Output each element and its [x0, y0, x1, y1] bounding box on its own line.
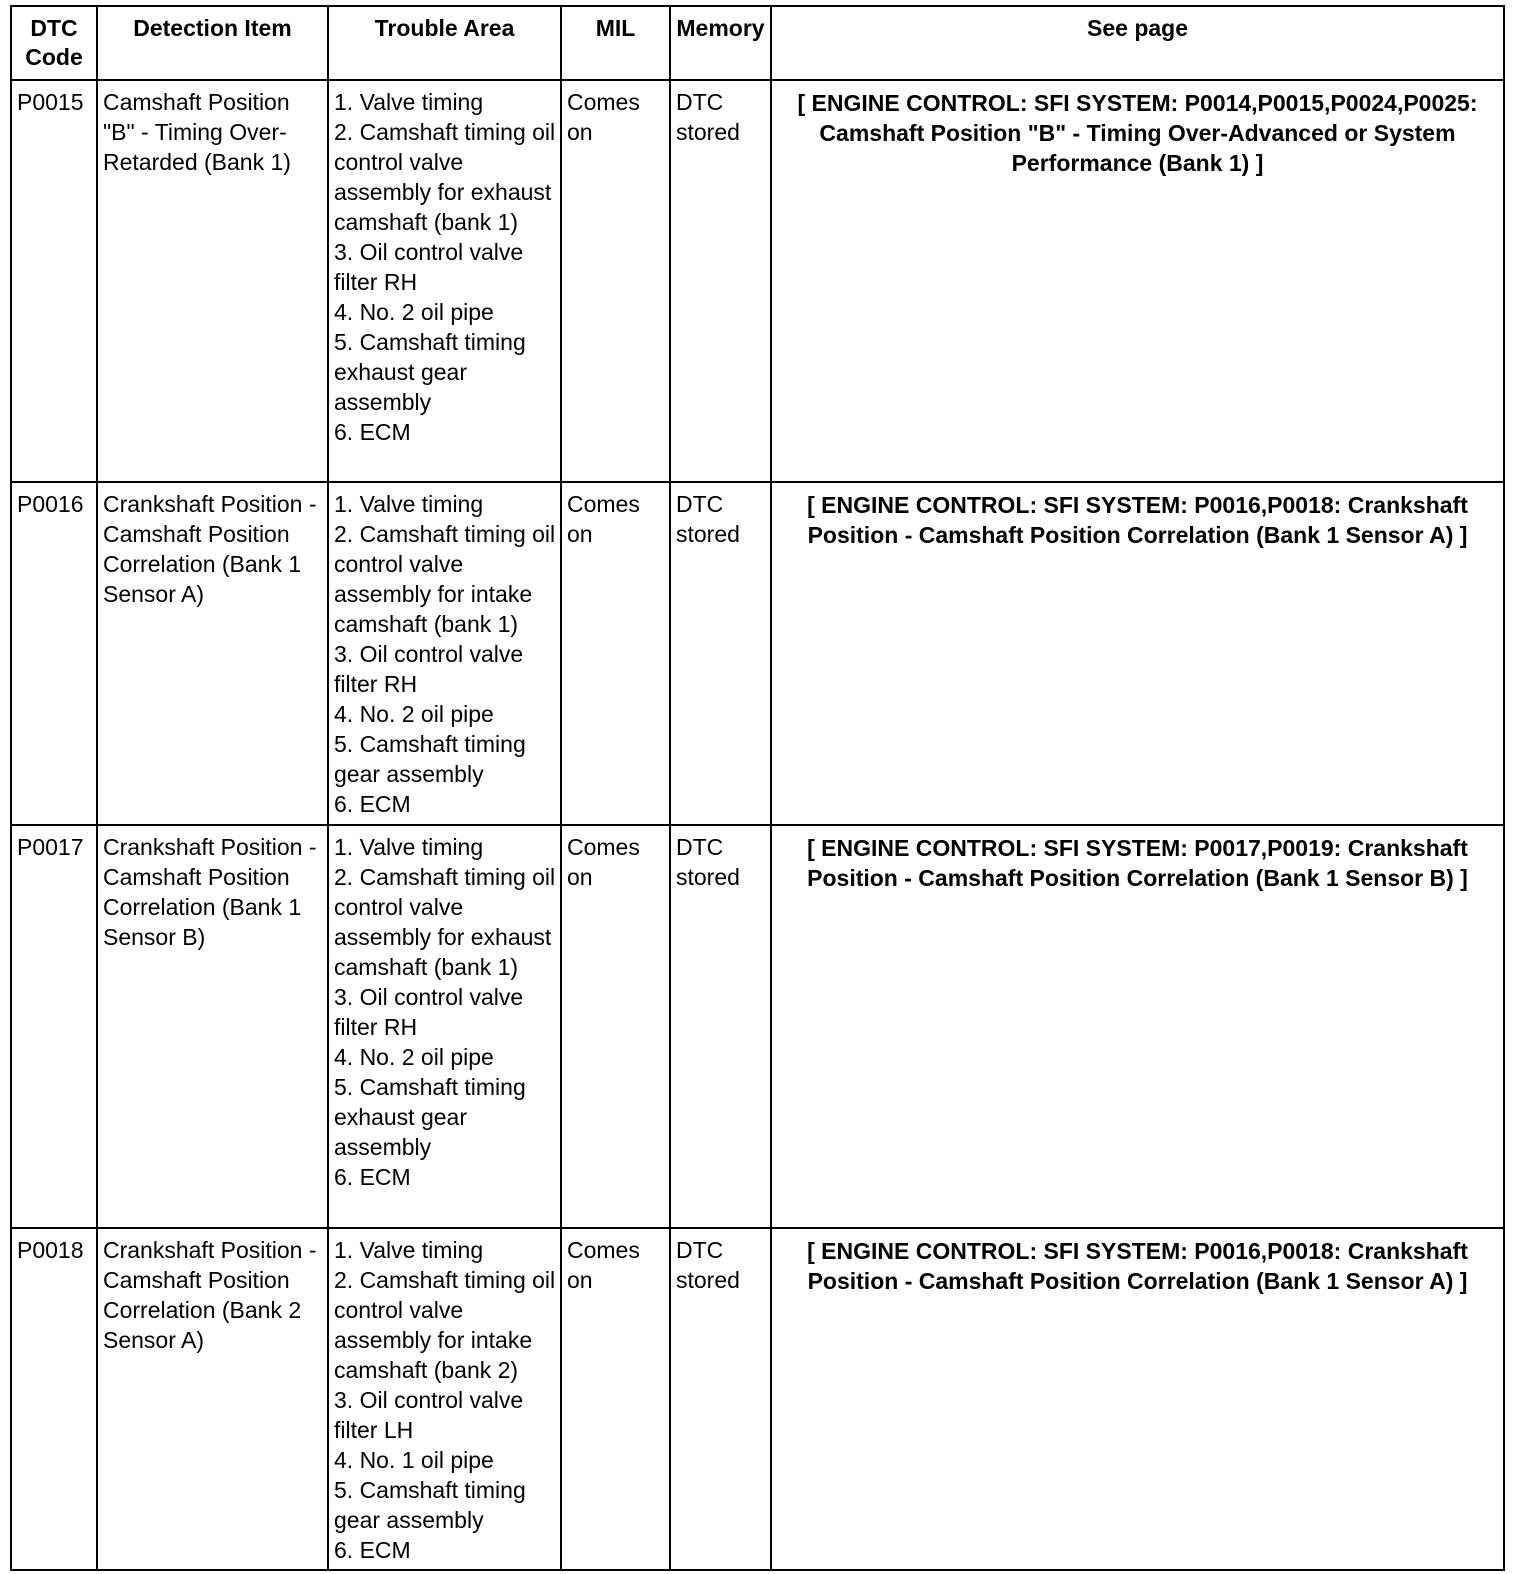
header-detection-item: Detection Item	[97, 6, 328, 80]
trouble-area-cell	[328, 825, 561, 1228]
trouble-area-item: 6. ECM	[334, 419, 411, 445]
mil-cell: Comes on	[561, 825, 670, 1228]
trouble-area-item: 4. No. 1 oil pipe	[334, 1447, 494, 1473]
memory-cell: DTC stored	[670, 1228, 771, 1570]
trouble-area-cell	[328, 1228, 561, 1570]
trouble-area-item: 1. Valve timing	[334, 89, 484, 115]
trouble-area-cell	[328, 482, 561, 825]
mil-cell: Comes on	[561, 1228, 670, 1570]
trouble-area-item: 2. Camshaft timing oil control valve assembly for intake camshaft (bank 2)	[334, 1267, 556, 1383]
dtc-code-cell: P0015	[11, 80, 97, 482]
trouble-area-item: 5. Camshaft timing gear assembly	[334, 1477, 526, 1533]
trouble-area-item: 1. Valve timing	[334, 834, 484, 860]
header-memory: Memory	[670, 6, 771, 80]
trouble-area-cell	[328, 80, 561, 482]
trouble-area-item: 5. Camshaft timing exhaust gear assembly	[334, 1074, 526, 1160]
see-page-link[interactable]: [ ENGINE CONTROL: SFI SYSTEM: P0014,P0015,P0024,P0025: Camshaft Position "B" - Timing Over-Advanced or System Performance (Bank 1) ]	[771, 80, 1504, 482]
table-header-row	[11, 6, 1504, 80]
table-row	[11, 482, 1504, 825]
trouble-area-item: 4. No. 2 oil pipe	[334, 701, 494, 727]
trouble-area-item: 3. Oil control valve filter RH	[334, 641, 524, 697]
see-page-link[interactable]: [ ENGINE CONTROL: SFI SYSTEM: P0016,P0018: Crankshaft Position - Camshaft Position Correlation (Bank 1 Sensor A) ]	[771, 482, 1504, 825]
detection-item-cell: Crankshaft Position - Camshaft Position Correlation (Bank 1 Sensor A)	[97, 482, 328, 825]
table-row	[11, 80, 1504, 482]
memory-cell: DTC stored	[670, 825, 771, 1228]
dtc-code-cell: P0018	[11, 1228, 97, 1570]
trouble-area-item: 2. Camshaft timing oil control valve assembly for intake camshaft (bank 1)	[334, 521, 556, 637]
table-row	[11, 825, 1504, 1228]
trouble-area-item: 1. Valve timing	[334, 1237, 484, 1263]
dtc-code-cell: P0017	[11, 825, 97, 1228]
header-trouble-area: Trouble Area	[328, 6, 561, 80]
trouble-area-item: 2. Camshaft timing oil control valve assembly for exhaust camshaft (bank 1)	[334, 119, 556, 235]
detection-item-cell: Crankshaft Position - Camshaft Position Correlation (Bank 2 Sensor A)	[97, 1228, 328, 1570]
trouble-area-item: 5. Camshaft timing gear assembly	[334, 731, 526, 787]
trouble-area-item: 2. Camshaft timing oil control valve assembly for exhaust camshaft (bank 1)	[334, 864, 556, 980]
trouble-area-item: 3. Oil control valve filter LH	[334, 1387, 524, 1443]
trouble-area-item: 5. Camshaft timing exhaust gear assembly	[334, 329, 526, 415]
detection-item-cell: Crankshaft Position - Camshaft Position Correlation (Bank 1 Sensor B)	[97, 825, 328, 1228]
memory-cell: DTC stored	[670, 482, 771, 825]
header-see-page: See page	[771, 6, 1504, 80]
trouble-area-item: 1. Valve timing	[334, 491, 484, 517]
table-row	[11, 1228, 1504, 1570]
trouble-area-item: 3. Oil control valve filter RH	[334, 984, 524, 1040]
mil-cell: Comes on	[561, 482, 670, 825]
header-dtc-code: DTC Code	[11, 6, 97, 80]
see-page-link[interactable]: [ ENGINE CONTROL: SFI SYSTEM: P0016,P0018: Crankshaft Position - Camshaft Position Correlation (Bank 1 Sensor A) ]	[771, 1228, 1504, 1570]
trouble-area-item: 6. ECM	[334, 791, 411, 817]
memory-cell: DTC stored	[670, 80, 771, 482]
see-page-link[interactable]: [ ENGINE CONTROL: SFI SYSTEM: P0017,P0019: Crankshaft Position - Camshaft Position Correlation (Bank 1 Sensor B) ]	[771, 825, 1504, 1228]
trouble-area-item: 3. Oil control valve filter RH	[334, 239, 524, 295]
detection-item-cell: Camshaft Position "B" - Timing Over-Retarded (Bank 1)	[97, 80, 328, 482]
trouble-area-item: 6. ECM	[334, 1537, 411, 1563]
dtc-code-cell: P0016	[11, 482, 97, 825]
trouble-area-item: 4. No. 2 oil pipe	[334, 299, 494, 325]
trouble-area-item: 6. ECM	[334, 1164, 411, 1190]
mil-cell: Comes on	[561, 80, 670, 482]
dtc-table	[10, 5, 1505, 1571]
trouble-area-item: 4. No. 2 oil pipe	[334, 1044, 494, 1070]
header-mil: MIL	[561, 6, 670, 80]
